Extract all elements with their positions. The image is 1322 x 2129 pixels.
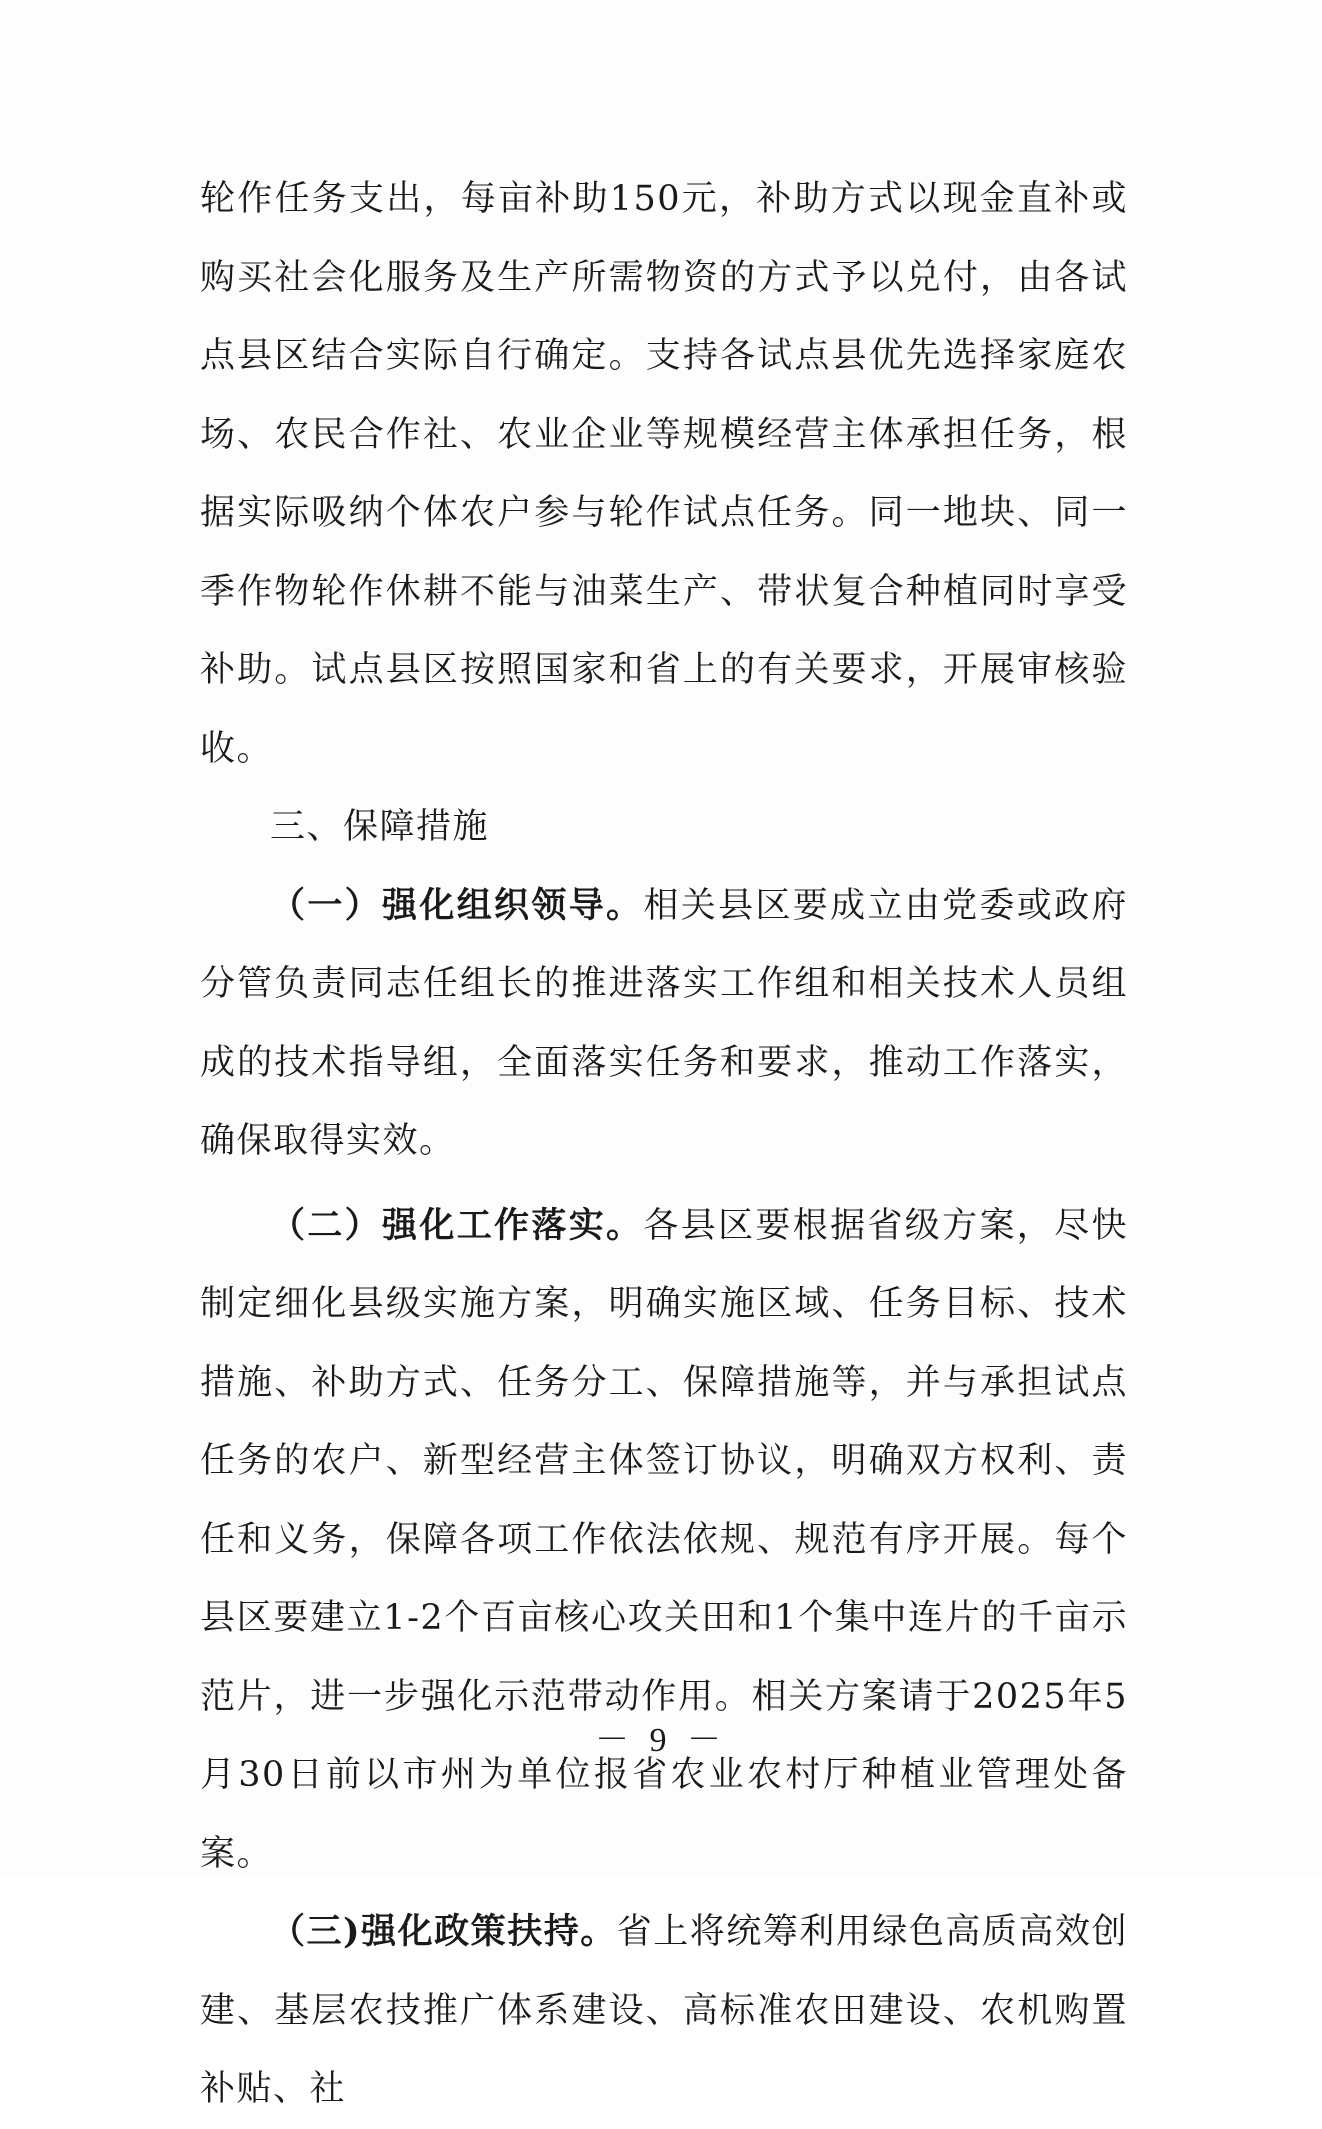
measure-body-3: 省上将统筹利用绿色高质高效创建、基层农技推广体系建设、高标准农田建设、农机购置补贴、社 bbox=[200, 1912, 1128, 2109]
measure-body-2: 各县区要根据省级方案，尽快制定细化县级实施方案，明确实施区域、任务目标、技术措施、补助方式、任务分工、保障措施等，并与承担试点任务的农户、新型经营主体签订协议，明确双方权利、责任和义务，保障各项工作依法依规、规范有序开展。每个县区要建立1-2个百亩核心攻关田和1个集中连片的千亩示范片，进一步强化示范带动作用。相关方案请于2025年5月30日前以市州为单位报省农业农村厅种植业管理处备案。 bbox=[200, 1205, 1128, 1874]
measure-body-1: 相关县区要成立由党委或政府分管负责同志任组长的推进落实工作组和相关技术人员组成的技术指导组，全面落实任务和要求，推动工作落实，确保取得实效。 bbox=[200, 885, 1128, 1161]
paragraph-continued: 轮作任务支出，每亩补助150元，补助方式以现金直补或购买社会化服务及生产所需物资的方式予以兑付，由各试点县区结合实际自行确定。支持各试点县优先选择家庭农场、农民合作社、农业企业等规模经营主体承担任务，根据实际吸纳个体农户参与轮作试点任务。同一地块、同一季作物轮作休耕不能与油菜生产、带状复合种植同时享受补助。试点县区按照国家和省上的有关要求，开展审核验收。 bbox=[200, 179, 1128, 769]
measure-title-3: （三)强化政策扶持。 bbox=[270, 1911, 617, 1952]
measure-title-1: （一）强化组织领导。 bbox=[270, 884, 644, 926]
section-heading: 三、保障措施 bbox=[270, 807, 490, 847]
measure-item-3 bbox=[200, 1893, 1128, 2129]
measure-item-1 bbox=[200, 867, 1128, 1181]
measure-item-2 bbox=[200, 1187, 1128, 1894]
document-body bbox=[200, 160, 1128, 2129]
page-number: － 9 － bbox=[595, 1722, 727, 1759]
measure-title-2: （二）强化工作落实。 bbox=[270, 1204, 644, 1246]
